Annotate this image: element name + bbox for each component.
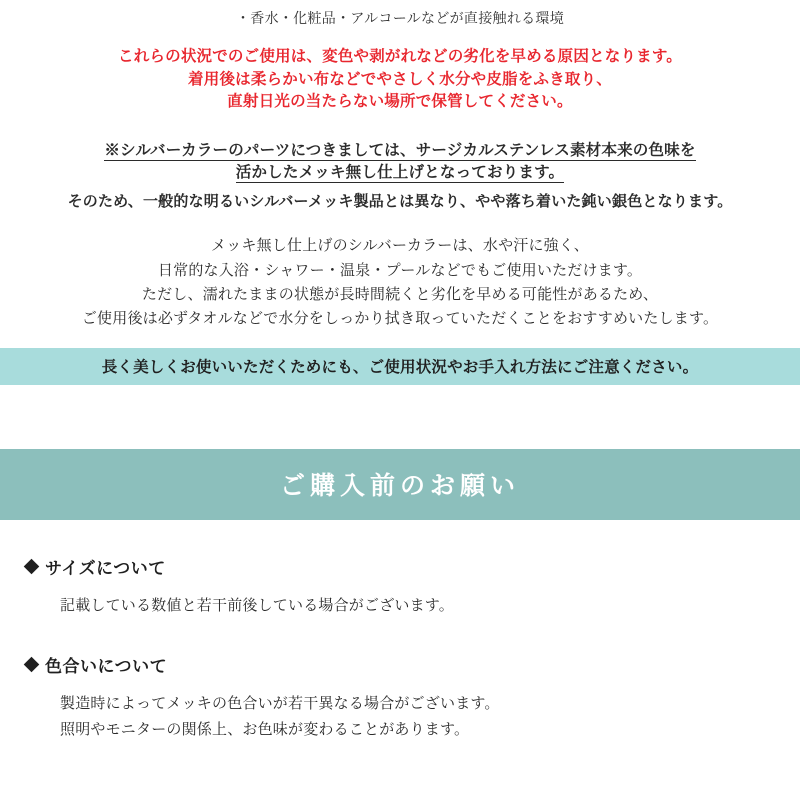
warning-line-2: 着用後は柔らかい布などでやさしく水分や皮脂をふき取り、 [188,70,612,88]
silver-note-line-2 [0,162,800,184]
bullet-title-color [26,652,800,677]
care-note-line-3: ただし、濡れたままの状態が長時間続くと劣化を早める可能性があるため、 [141,285,659,303]
silver-color-note [0,140,800,213]
bullet-body-color [26,691,800,743]
diamond-bullet-icon [24,657,40,673]
bullet-title-size-label: サイズについて [45,558,166,578]
care-note-line-2: 日常的な入浴・シャワー・温泉・プールなどでもご使用いただけます。 [157,261,643,279]
care-note-line-4: ご使用後は必ずタオルなどで水分をしっかり拭き取っていただくことをおすすめいたします。 [81,310,719,328]
care-note-paragraph [0,234,800,331]
bullet-body-size-line-1: 記載している数値と若干前後している場合がございます。 [60,596,455,614]
silver-note-line-1 [0,140,800,162]
top-note-line: ・香水・化粧品・アルコールなどが直接触れる環境 [235,10,565,26]
list-item [26,652,800,743]
bullet-title-color-label: 色合いについて [45,657,168,677]
warning-line-3: 直射日光の当たらない場所で保管してください。 [227,93,573,111]
pre-purchase-notes-list [0,554,800,743]
bullet-body-size [26,593,800,619]
silver-note-line-1-text: ※シルバーカラーのパーツにつきましては、サージカルステンレス素材本来の色味を [104,141,696,159]
warning-paragraph [0,46,800,113]
section-header-title: ご購入前のお願い [0,449,800,520]
bullet-title-size [26,554,800,579]
care-note-line-1: メッキ無し仕上げのシルバーカラーは、水や汗に強く、 [211,237,589,255]
silver-note-line-2-text: 活かしたメッキ無し仕上げとなっております。 [235,164,565,182]
bullet-body-color-line-2: 照明やモニターの関係上、お色味が変わることがあります。 [60,721,470,739]
warning-line-1: これらの状況でのご使用は、変色や剥がれなどの劣化を早める原因となります。 [118,48,682,66]
silver-note-line-3: そのため、一般的な明るいシルバーメッキ製品とは異なり、やや落ち着いた鈍い銀色となります。 [67,192,733,210]
highlight-banner: 長く美しくお使いいただくためにも、ご使用状況やお手入れ方法にご注意ください。 [0,348,800,385]
bullet-body-color-line-1: 製造時によってメッキの色合いが若干異なる場合がございます。 [60,695,500,713]
diamond-bullet-icon [24,558,40,574]
list-item [26,554,800,619]
top-note-block [0,0,800,28]
